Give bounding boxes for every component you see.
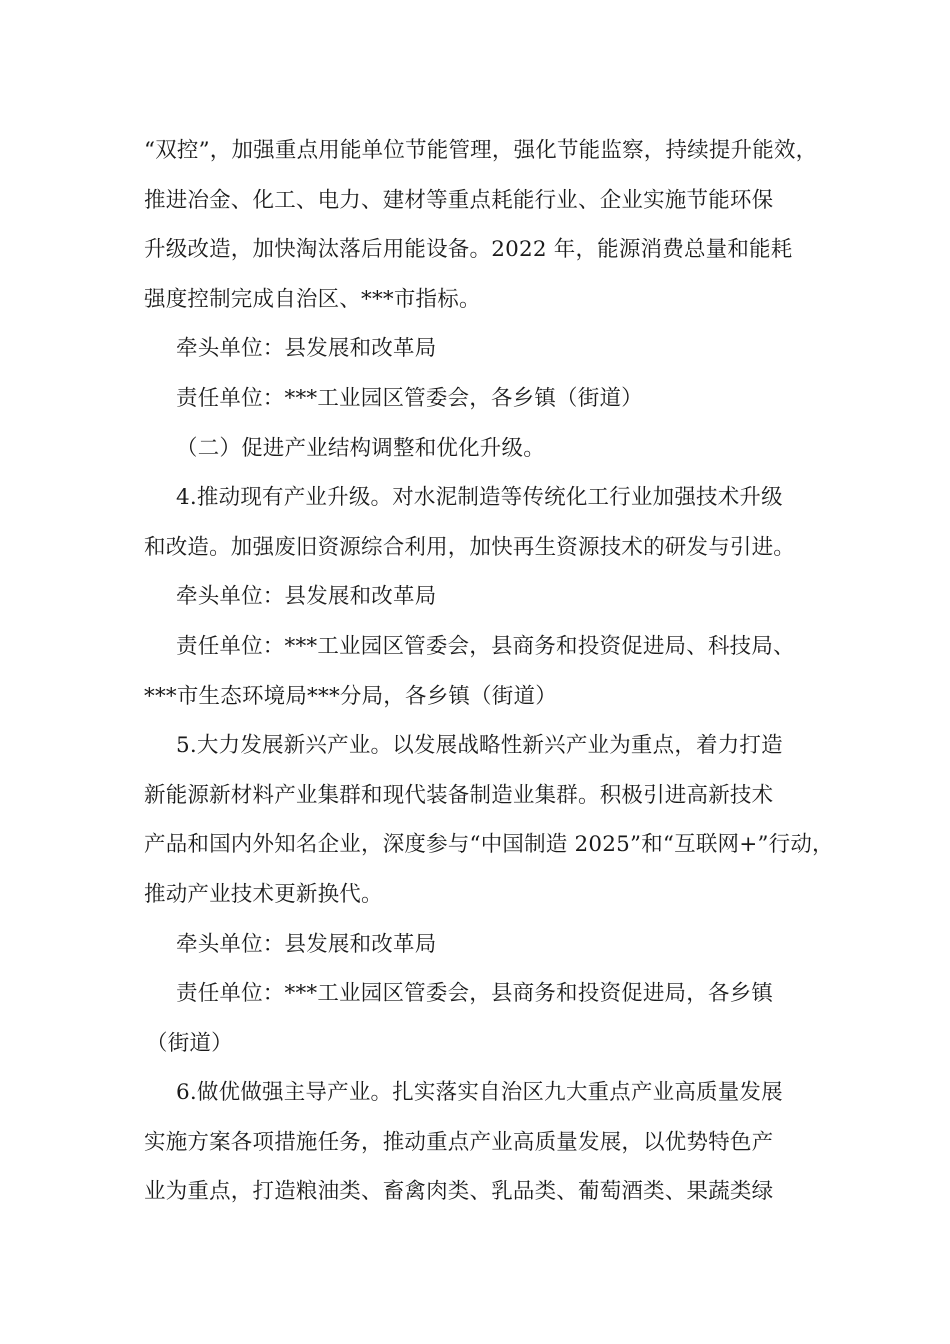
body-text-line: ***市生态环境局***分局，各乡镇（街道） xyxy=(144,683,557,709)
item-heading-line: 5.大力发展新兴产业。以发展战略性新兴产业为重点，着力打造 xyxy=(176,733,783,759)
body-text-line: 推动产业技术更新换代。 xyxy=(144,881,383,907)
body-text-line: 推进冶金、化工、电力、建材等重点耗能行业、企业实施节能环保 xyxy=(144,187,774,213)
body-text-line: 实施方案各项措施任务，推动重点产业高质量发展，以优势特色产 xyxy=(144,1129,774,1155)
lead-unit-line: 牵头单位：县发展和改革局 xyxy=(176,336,437,362)
body-text-line: 产品和国内外知名企业，深度参与“中国制造 2025”和“互联网+”行动， xyxy=(144,832,834,858)
item-heading-line: 4.推动现有产业升级。对水泥制造等传统化工行业加强技术升级 xyxy=(176,485,783,511)
body-text-line: 强度控制完成自治区、***市指标。 xyxy=(144,286,481,312)
section-heading: （二）促进产业结构调整和优化升级。 xyxy=(176,435,545,461)
body-text-line: 升级改造，加快淘汰落后用能设备。2022 年，能源消费总量和能耗 xyxy=(144,237,793,263)
body-text-line: （街道） xyxy=(146,1030,233,1056)
body-text-line: 业为重点，打造粮油类、畜禽肉类、乳品类、葡萄酒类、果蔬类绿 xyxy=(144,1179,774,1205)
body-text-line: 新能源新材料产业集群和现代装备制造业集群。积极引进高新技术 xyxy=(144,782,774,808)
lead-unit-line: 牵头单位：县发展和改革局 xyxy=(176,931,437,957)
responsible-unit-line: 责任单位：***工业园区管委会，各乡镇（街道） xyxy=(176,385,643,411)
body-text-line: 和改造。加强废旧资源综合利用，加快再生资源技术的研发与引进。 xyxy=(144,534,796,560)
responsible-unit-line: 责任单位：***工业园区管委会，县商务和投资促进局，各乡镇 xyxy=(176,981,774,1007)
document-body xyxy=(144,126,844,1217)
item-heading-line: 6.做优做强主导产业。扎实落实自治区九大重点产业高质量发展 xyxy=(176,1080,783,1106)
lead-unit-line: 牵头单位：县发展和改革局 xyxy=(176,584,437,610)
responsible-unit-line: 责任单位：***工业园区管委会，县商务和投资促进局、科技局、 xyxy=(176,633,795,659)
body-text-line: “双控”，加强重点用能单位节能管理，强化节能监察，持续提升能效， xyxy=(144,138,818,163)
